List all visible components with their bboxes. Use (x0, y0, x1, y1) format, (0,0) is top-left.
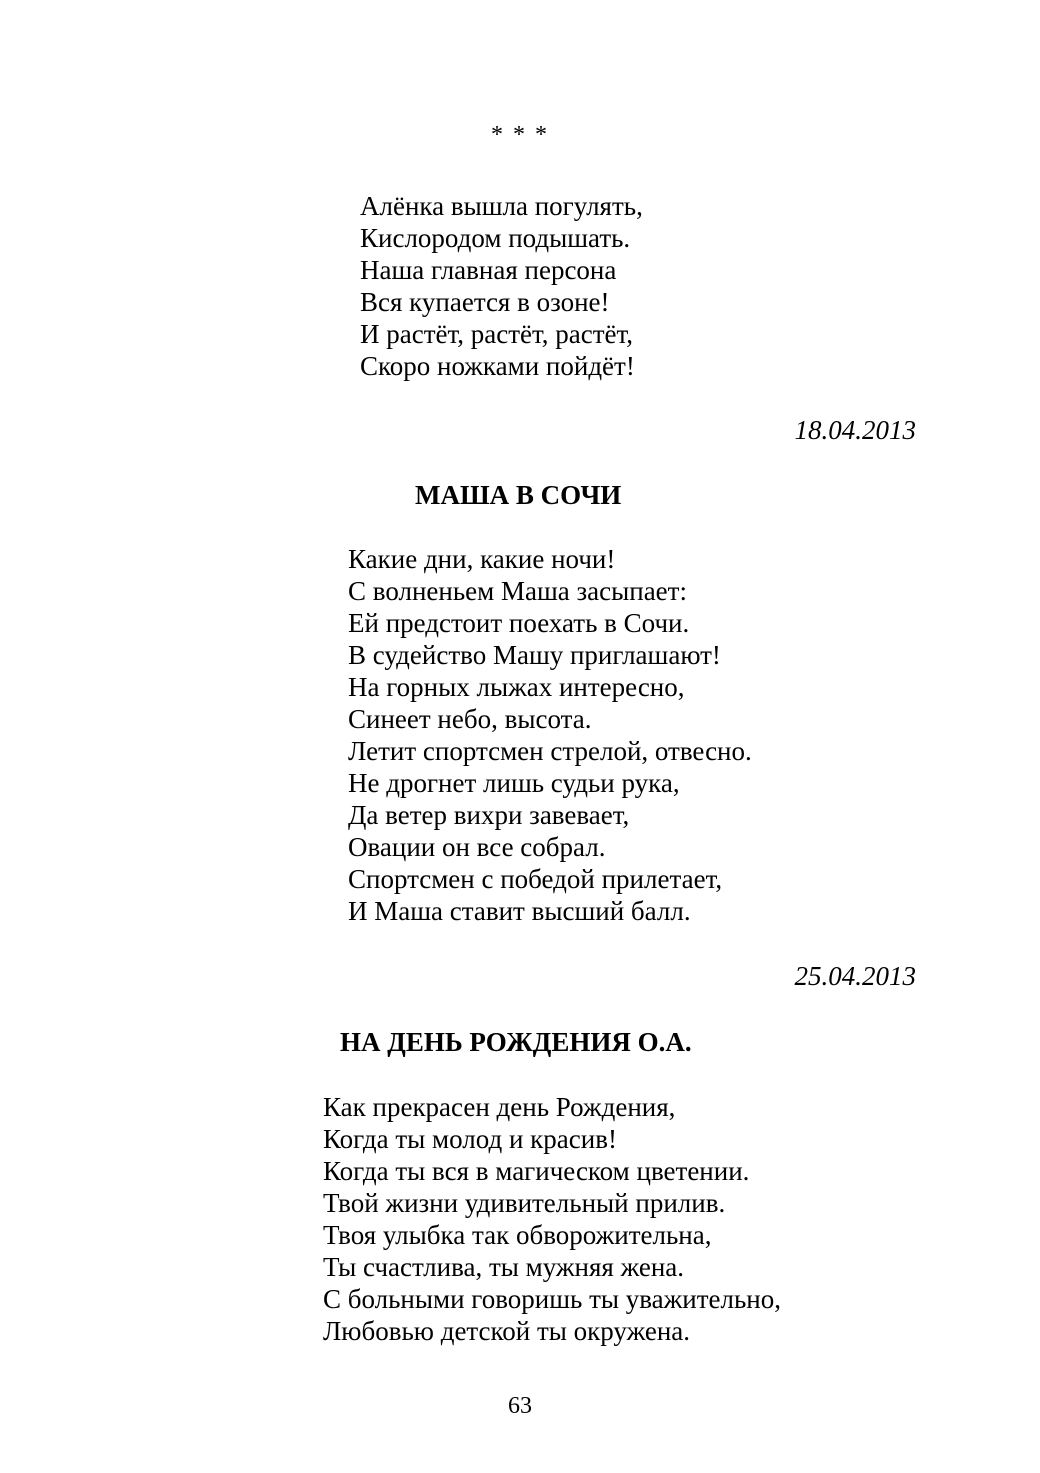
poem-line: Да ветер вихри завевает, (348, 800, 630, 830)
poem-line: Какие дни, какие ночи! (348, 544, 616, 574)
poem-line: Твоя улыбка так обворожительна, (323, 1220, 712, 1250)
poem-line: Овации он все собрал. (348, 832, 606, 862)
poem-line: Наша главная персона (360, 255, 617, 285)
poem-line: Твой жизни удивительный прилив. (323, 1188, 726, 1218)
poem-title: МАША В СОЧИ (415, 480, 622, 510)
poem-line: Как прекрасен день Рождения, (323, 1092, 676, 1122)
poem-line: Вся купается в озоне! (360, 287, 610, 317)
poem-line: Кислородом подышать. (360, 223, 631, 253)
poem-line: Скоро ножками пойдёт! (360, 351, 635, 381)
poem-line: С больными говоришь ты уважительно, (323, 1284, 782, 1314)
poem-alenka (360, 190, 643, 382)
section-separator: * * * (491, 122, 549, 148)
poem-line: Ты счастлива, ты мужняя жена. (323, 1252, 685, 1282)
poem-line: Любовью детской ты окружена. (323, 1316, 691, 1346)
poem-line: Когда ты вся в магическом цветении. (323, 1156, 750, 1186)
page-number: 63 (508, 1393, 532, 1419)
poem-line: Не дрогнет лишь судьи рука, (348, 768, 680, 798)
poem-line: Летит спортсмен стрелой, отвесно. (348, 736, 752, 766)
poem-birthday (323, 1091, 781, 1347)
poem-line: И Маша ставит высший балл. (348, 896, 691, 926)
poem-line: В судейство Машу приглашают! (348, 640, 721, 670)
poem-line: Когда ты молод и красив! (323, 1124, 617, 1154)
poem-line: Спортсмен с победой прилетает, (348, 864, 723, 894)
poem-line: И растёт, растёт, растёт, (360, 319, 634, 349)
poem-date: 18.04.2013 (794, 415, 916, 445)
poem-line: Синеет небо, высота. (348, 704, 592, 734)
poem-line: С волненьем Маша засыпает: (348, 576, 687, 606)
poem-title: НА ДЕНЬ РОЖДЕНИЯ О.А. (340, 1027, 692, 1057)
poem-date: 25.04.2013 (794, 961, 916, 991)
poem-masha-v-sochi (348, 543, 752, 927)
poem-line: Алёнка вышла погулять, (360, 191, 643, 221)
poem-line: На горных лыжах интересно, (348, 672, 685, 702)
poem-line: Ей предстоит поехать в Сочи. (348, 608, 690, 638)
